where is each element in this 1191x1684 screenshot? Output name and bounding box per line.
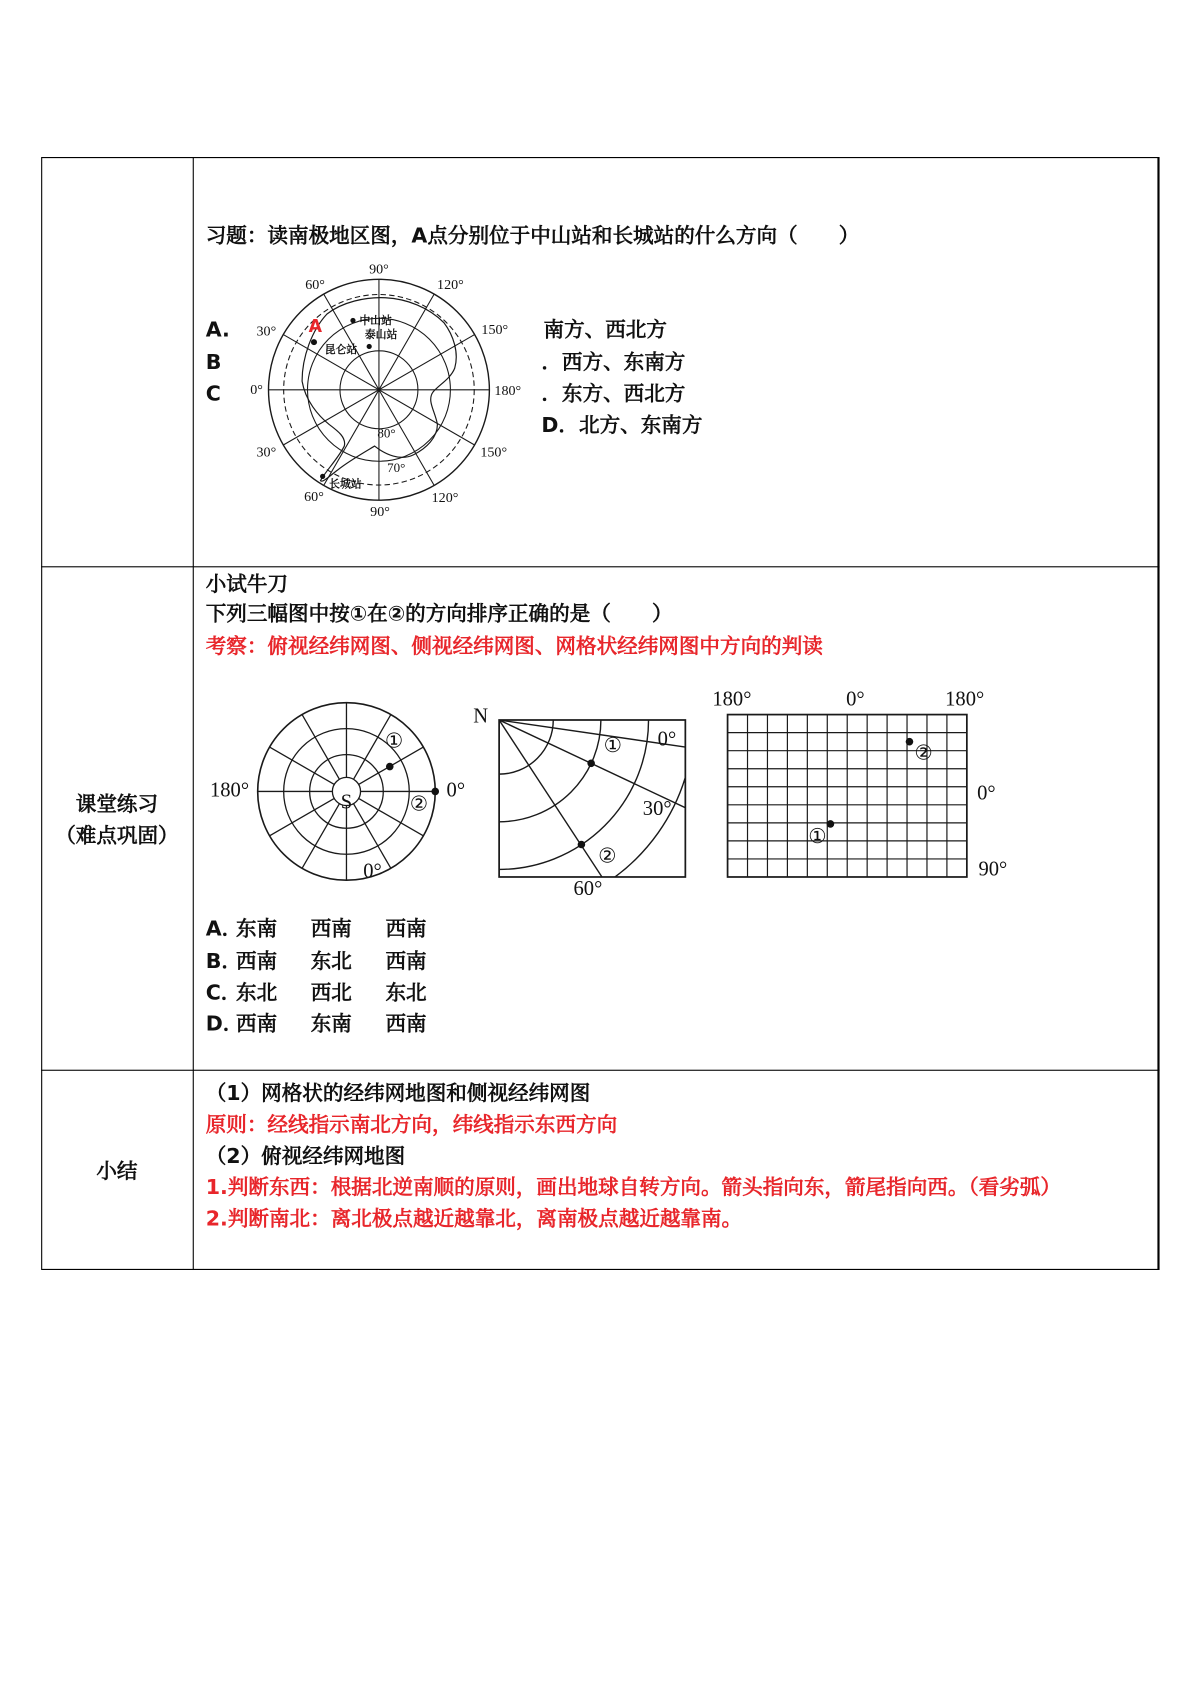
practice-option-answer: 东南: [310, 1012, 352, 1037]
option-c-letter: C: [205, 382, 221, 407]
zhongshan-station-dot: [350, 318, 355, 323]
grid-point-1-label: ①: [808, 825, 827, 848]
summary-rule-2: 2.判断南北：离北极点越近越靠北，离南极点越近越靠南。: [205, 1207, 743, 1232]
map-graticule: [269, 276, 490, 500]
taishan-station-dot: [367, 344, 372, 349]
map-lat-label: 80°: [377, 425, 396, 441]
polar-right-label: 0°: [446, 779, 466, 802]
practice-option-answer: 西南: [385, 917, 427, 941]
side-latitude-arc: [499, 720, 601, 822]
option-c-text: ．东方、西北方: [541, 382, 686, 407]
map-lon-label: 60°: [304, 488, 324, 505]
grid-top-label: 180°: [945, 688, 985, 711]
grid-top-label: 180°: [712, 688, 752, 711]
practice-option-answer: 东南: [236, 917, 278, 941]
kunlun-station-label: 昆仑站: [324, 343, 358, 357]
summary-heading-1: （1）网格状的经纬网地图和侧视经纬网图: [205, 1081, 591, 1106]
column-divider: [193, 157, 194, 1270]
side-pole-label: N: [473, 705, 489, 728]
side-point-1-label: ①: [603, 734, 623, 757]
practice-section-label: 课堂练习: [75, 792, 159, 817]
row-divider-1: [41, 566, 1159, 567]
grid-right-label: 0°: [977, 782, 996, 805]
side-point-1-dot: [587, 760, 595, 768]
map-lon-label: 60°: [305, 276, 325, 293]
summary-heading-2: （2）俯视经纬网地图: [205, 1144, 406, 1169]
side-latitude-arc: [499, 720, 553, 774]
option-b-text: ．西方、东南方: [541, 350, 686, 375]
side-latitude-arc: [615, 777, 685, 877]
polar-point-1-label: ①: [384, 730, 404, 753]
grid-right-label: 90°: [978, 858, 1008, 881]
practice-option-answer: 东北: [236, 980, 278, 1005]
taishan-station-label: 泰山站: [364, 328, 398, 342]
polar-left-label: 180°: [209, 779, 250, 802]
side-point-2-label: ②: [598, 845, 617, 868]
practice-question: 下列三幅图中按①在②的方向排序正确的是（ ）: [205, 601, 673, 626]
map-lon-label: 120°: [437, 276, 464, 293]
option-d-text: D．北方、东南方: [541, 413, 703, 438]
polar-pole-label: S: [340, 791, 353, 814]
side-meridian-label: 30°: [642, 797, 672, 820]
side-latitude-arc: [499, 720, 648, 869]
practice-option-letter: B．: [205, 949, 242, 974]
summary-section-label: 小结: [96, 1159, 138, 1184]
summary-principle: 原则：经线指示南北方向，纬线指示东西方向: [205, 1113, 618, 1137]
practice-option-answer: 西南: [236, 1012, 278, 1037]
map-lon-label: 150°: [480, 444, 508, 461]
summary-rule-1: 1.判断东西：根据北逆南顺的原则，画出地球自转方向。箭头指向东，箭尾指向西。（看劣弧）: [205, 1175, 1061, 1200]
map-lon-label: 30°: [256, 444, 277, 461]
practice-option-answer: 西南: [236, 949, 278, 974]
changcheng-station-label: 长城站: [329, 477, 362, 491]
practice-option-answer: 西南: [385, 1012, 427, 1037]
grid-view-figure: [728, 715, 967, 877]
practice-option-answer: 西南: [385, 949, 427, 974]
polar-point-2-label: ②: [409, 793, 429, 816]
side-meridian-label: 0°: [657, 728, 677, 751]
map-lon-label: 150°: [481, 322, 509, 339]
point-a-label: A: [308, 316, 322, 337]
practice-figures: [206, 682, 1040, 899]
map-lon-label: 90°: [370, 504, 390, 521]
option-a-letter: A.: [205, 318, 230, 343]
polar-bottom-label: 0°: [363, 860, 382, 883]
exercise-question: 习题：读南极地区图，A点分别位于中山站和长城站的什么方向（ ）: [205, 224, 860, 248]
polar-point-1-dot: [386, 763, 394, 771]
practice-title: 小试牛刀: [205, 572, 289, 597]
polar-point-2-dot: [431, 788, 439, 796]
option-b-letter: B: [205, 350, 222, 375]
practice-section-sublabel: （难点巩固）: [55, 823, 179, 848]
practice-option-answer: 西北: [310, 980, 352, 1005]
row-divider-2: [41, 1070, 1159, 1071]
practice-option-letter: A．: [205, 917, 243, 941]
zhongshan-station-label: 中山站: [359, 313, 392, 327]
grid-point-1-dot: [827, 820, 835, 828]
grid-point-2-label: ②: [914, 742, 933, 765]
point-a-dot: [311, 339, 317, 345]
changcheng-station-dot: [320, 474, 325, 479]
option-a-text: 南方、西北方: [543, 318, 667, 343]
map-lon-label: 180°: [494, 382, 522, 399]
practice-option-letter: D．: [205, 1012, 244, 1037]
map-lat-label: 70°: [387, 460, 406, 476]
practice-option-answer: 东北: [385, 980, 427, 1005]
grid-top-label: 0°: [846, 688, 865, 711]
practice-option-answer: 东北: [310, 949, 352, 974]
side-meridian-label: 60°: [573, 877, 603, 900]
practice-focus-note: 考察：俯视经纬网图、侧视经纬网图、网格状经纬网图中方向的判读: [205, 634, 823, 659]
antarctic-map: [247, 258, 526, 522]
practice-option-letter: C．: [205, 980, 242, 1005]
map-lon-label: 0°: [250, 381, 263, 398]
map-lon-label: 120°: [431, 490, 459, 507]
map-lon-label: 30°: [256, 323, 277, 340]
map-lon-label: 90°: [369, 261, 389, 278]
grid-point-2-dot: [906, 738, 914, 746]
practice-option-answer: 西南: [310, 917, 352, 941]
side-point-2-dot: [578, 841, 586, 849]
